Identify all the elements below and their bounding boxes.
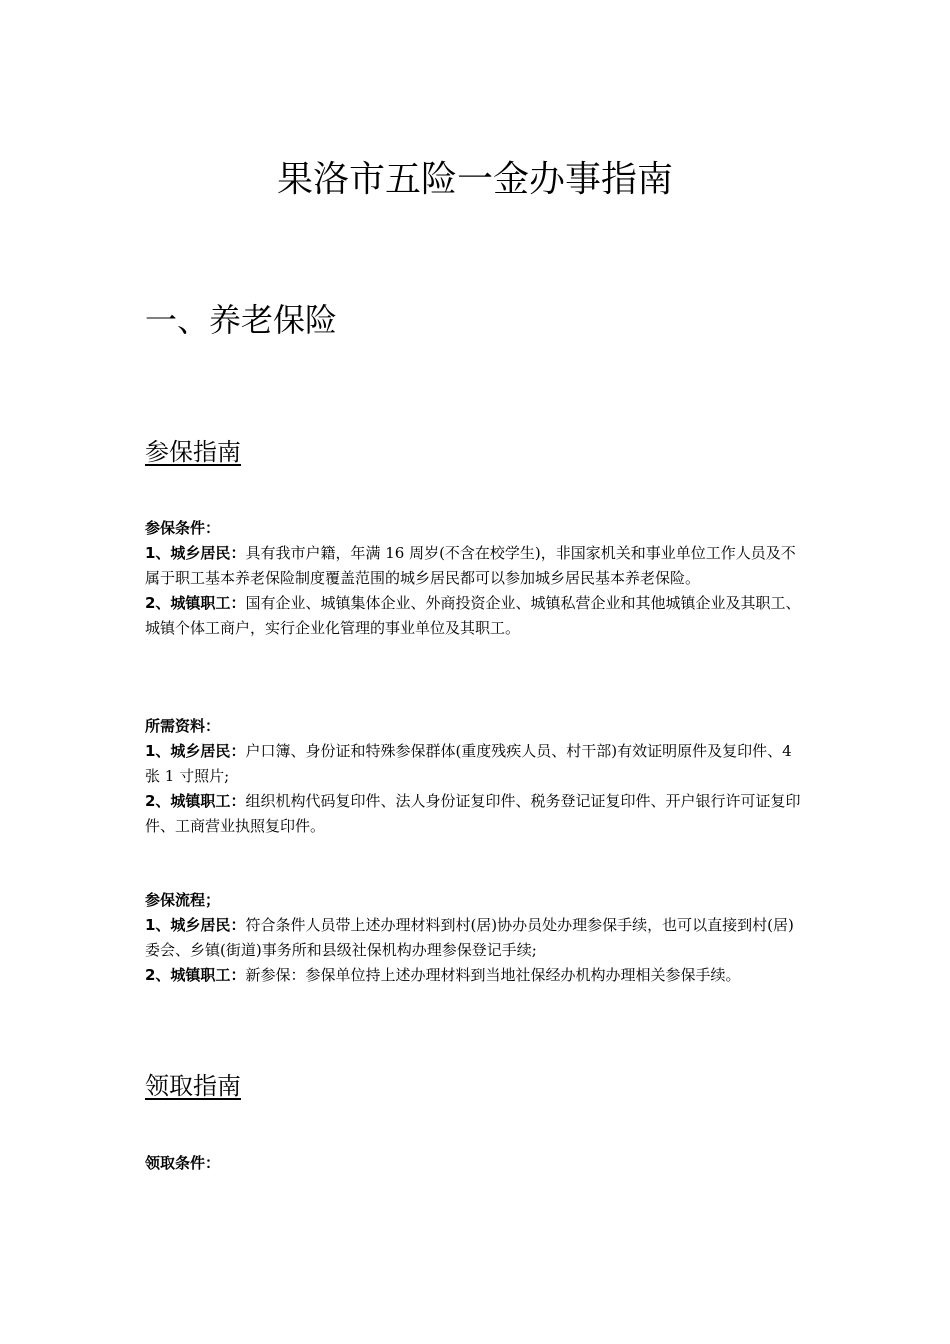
benefit-conditions-label: 领取条件： <box>145 1154 221 1172</box>
required-materials-label: 所需资料： <box>145 717 221 735</box>
process-item <box>145 963 805 988</box>
condition-item <box>145 541 805 591</box>
subheading-enrollment-guide: 参保指南 <box>145 438 241 466</box>
enrollment-conditions-label: 参保条件： <box>145 519 221 537</box>
process-lead: 1、城乡居民： <box>145 916 246 934</box>
process-text: 符合条件人员带上述办理材料到村(居)协办员处办理参保手续，也可以直接到村(居)委会、乡镇(街道)事务所和县级社保机构办理参保登记手续; <box>145 916 794 959</box>
benefit-conditions <box>145 1151 805 1176</box>
material-lead: 1、城乡居民： <box>145 742 246 760</box>
material-item <box>145 739 805 789</box>
material-text: 户口簿、身份证和特殊参保群体(重度残疾人员、村干部)有效证明原件及复印件、4 张 1 寸照片; <box>145 742 792 785</box>
process-item <box>145 913 805 963</box>
enrollment-conditions <box>145 516 805 641</box>
material-item <box>145 789 805 839</box>
enrollment-process-label: 参保流程； <box>145 891 221 909</box>
required-materials <box>145 714 805 839</box>
process-lead: 2、城镇职工： <box>145 966 246 984</box>
subheading-benefit-guide: 领取指南 <box>145 1072 241 1100</box>
condition-text: 国有企业、城镇集体企业、外商投资企业、城镇私营企业和其他城镇企业及其职工、城镇个体工商户，实行企业化管理的事业单位及其职工。 <box>145 594 801 637</box>
process-text: 新参保：参保单位持上述办理材料到当地社保经办机构办理相关参保手续。 <box>245 966 741 984</box>
section-title-pension: 一、养老保险 <box>145 301 338 339</box>
condition-lead: 2、城镇职工： <box>145 594 246 612</box>
condition-text: 具有我市户籍，年满 16 周岁(不含在校学生)，非国家机关和事业单位工作人员及不属于职工基本养老保险制度覆盖范围的城乡居民都可以参加城乡居民基本养老保险。 <box>145 544 796 587</box>
document-title: 果洛市五险一金办事指南 <box>276 159 673 200</box>
enrollment-process <box>145 888 805 988</box>
material-text: 组织机构代码复印件、法人身份证复印件、税务登记证复印件、开户银行许可证复印件、工商营业执照复印件。 <box>145 792 801 835</box>
condition-item <box>145 591 805 641</box>
condition-lead: 1、城乡居民： <box>145 544 246 562</box>
material-lead: 2、城镇职工： <box>145 792 246 810</box>
